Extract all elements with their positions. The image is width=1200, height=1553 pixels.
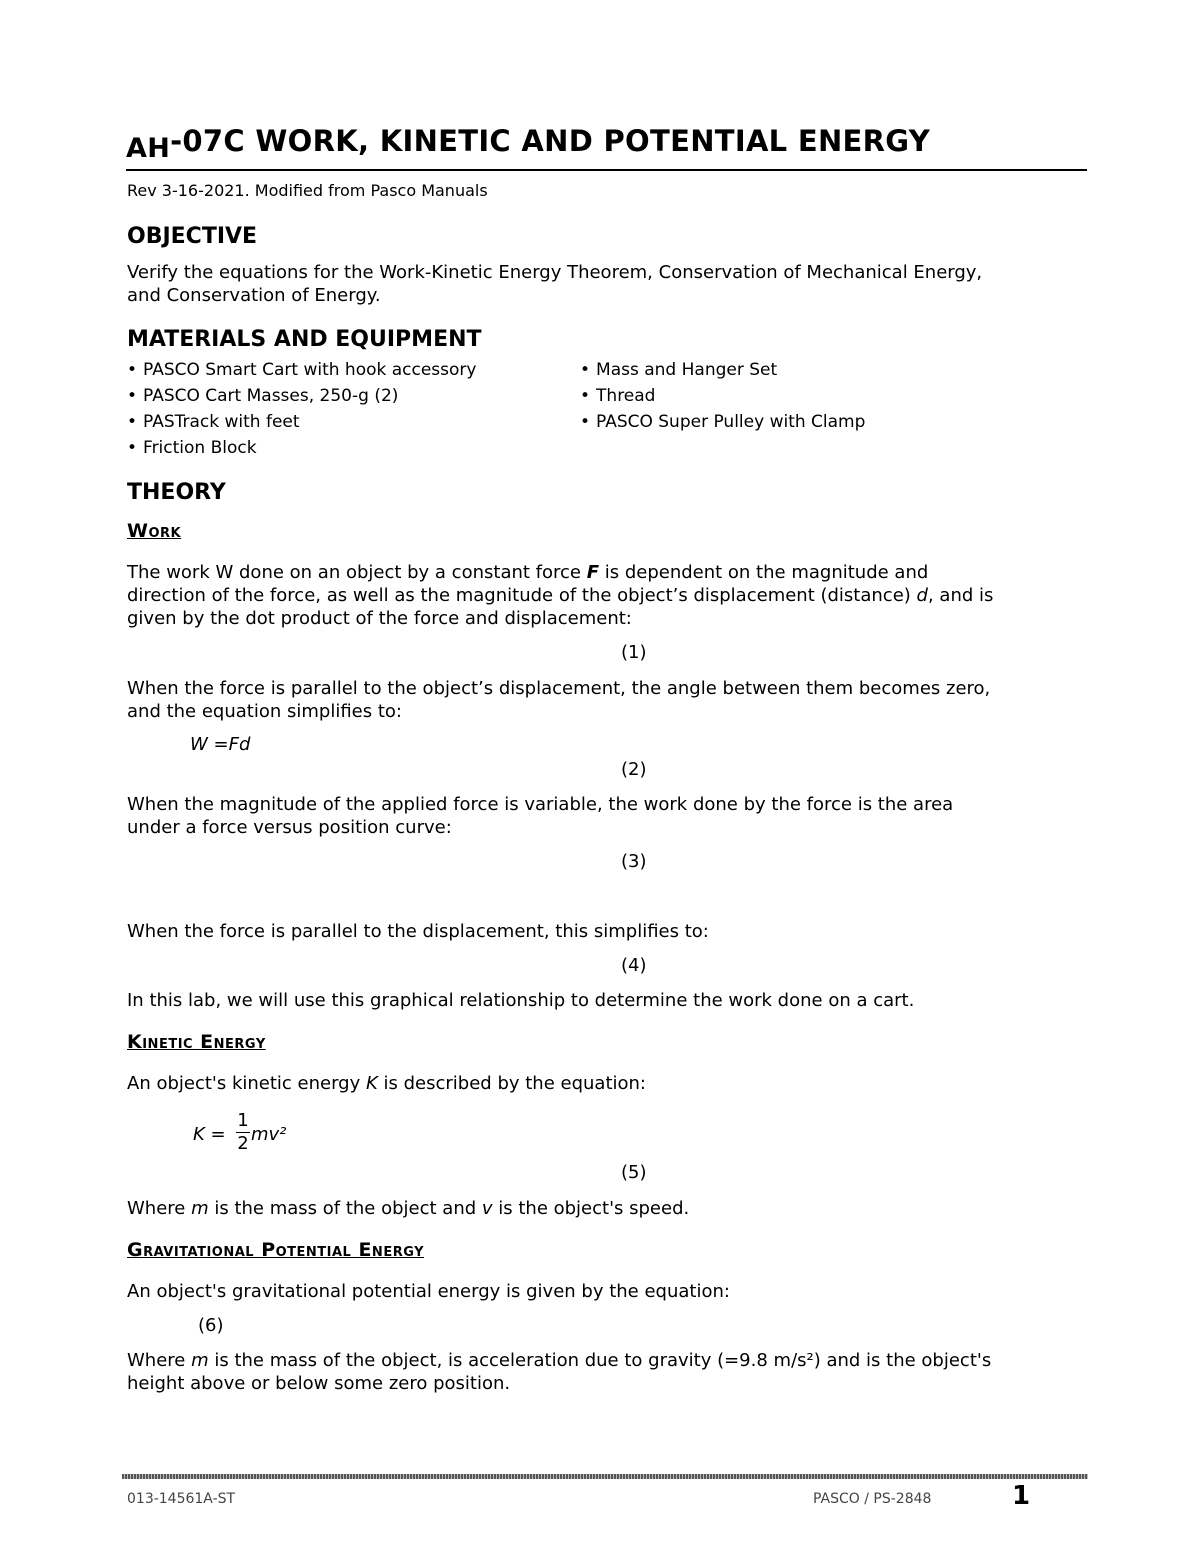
gravitational-paragraph-2-line-2: height above or below some zero position. <box>127 1373 511 1394</box>
objective-line-2: and Conservation of Energy. <box>127 285 381 306</box>
document-number: 013-14561A-ST <box>127 1491 236 1507</box>
fraction-denominator: 2 <box>237 1133 249 1154</box>
text-run: is the mass of the object and <box>208 1198 482 1219</box>
list-item: • PASCO Super Pulley with Clamp <box>580 409 865 435</box>
equation-number-1: (1) <box>621 642 647 663</box>
materials-list-right <box>580 357 865 435</box>
text-run: Where <box>127 1350 192 1371</box>
work-paragraph-3-line-2: under a force versus position curve: <box>127 817 452 838</box>
materials-heading: MATERIALS AND EQUIPMENT <box>127 327 482 352</box>
equation-2: W =Fd <box>190 734 251 755</box>
work-paragraph-2-line-2: and the equation simplifies to: <box>127 701 402 722</box>
work-heading: Work <box>127 520 182 542</box>
kinetic-energy-heading: Kinetic Energy <box>127 1031 266 1053</box>
mass-symbol: m <box>191 1198 209 1219</box>
title-prefix: AH <box>126 133 171 164</box>
equation-number-6: (6) <box>198 1315 224 1336</box>
force-symbol: F <box>586 562 599 583</box>
gravitational-paragraph-2-line-1 <box>127 1349 991 1372</box>
mass-symbol: m <box>191 1350 209 1371</box>
source-reference: PASCO / PS-2848 <box>813 1491 932 1507</box>
equation-5-rhs: mv² <box>251 1124 287 1145</box>
list-item: • Mass and Hanger Set <box>580 357 865 383</box>
work-paragraph-line-3: given by the dot product of the force and displacement: <box>127 608 632 629</box>
fraction-bar <box>236 1132 250 1133</box>
text-run: is dependent on the magnitude and <box>599 562 929 583</box>
equation-number-2: (2) <box>621 759 647 780</box>
kinetic-paragraph-1 <box>127 1072 646 1095</box>
equation-number-5: (5) <box>621 1162 647 1183</box>
page-number: 1 <box>1012 1481 1031 1511</box>
title-rule <box>126 169 1087 171</box>
speed-symbol: v <box>481 1198 493 1219</box>
work-paragraph-line-1 <box>127 561 928 584</box>
equation-number-4: (4) <box>621 955 647 976</box>
work-paragraph-3-line-1: When the magnitude of the applied force is variable, the work done by the force is the area <box>127 794 954 815</box>
work-paragraph-4: When the force is parallel to the displacement, this simplifies to: <box>127 921 709 942</box>
objective-line-1: Verify the equations for the Work-Kinetic Energy Theorem, Conservation of Mechanical Energy, <box>127 262 983 283</box>
text-run: The work W done on an object by a constant force <box>127 562 587 583</box>
page-title <box>126 124 931 164</box>
list-item: • Thread <box>580 383 865 409</box>
kinetic-symbol: K <box>365 1073 378 1094</box>
theory-heading: THEORY <box>127 480 226 505</box>
list-item: • Friction Block <box>127 435 476 461</box>
distance-symbol: d <box>916 585 928 606</box>
work-paragraph-2-line-1: When the force is parallel to the object’s displacement, the angle between them becomes zero, <box>127 678 991 699</box>
text-run: is the mass of the object, is acceleration due to gravity (=9.8 m/s²) and is the object's <box>208 1350 992 1371</box>
revision-note: Rev 3-16-2021. Modified from Pasco Manuals <box>127 181 488 200</box>
materials-list-left <box>127 357 476 461</box>
text-run: direction of the force, as well as the magnitude of the object’s displacement (distance) <box>127 585 917 606</box>
text-run: An object's kinetic energy <box>127 1073 366 1094</box>
objective-heading: OBJECTIVE <box>127 224 258 249</box>
equation-5-lhs: K = <box>193 1124 226 1145</box>
work-paragraph-5: In this lab, we will use this graphical relationship to determine the work done on a cart. <box>127 990 915 1011</box>
title-main: -07C WORK, KINETIC AND POTENTIAL ENERGY <box>170 124 931 158</box>
list-item: • PASCO Cart Masses, 250-g (2) <box>127 383 476 409</box>
equation-number-3: (3) <box>621 851 647 872</box>
text-run: , and is <box>927 585 994 606</box>
gravitational-paragraph-1: An object's gravitational potential energy is given by the equation: <box>127 1281 730 1302</box>
fraction-numerator: 1 <box>237 1110 249 1131</box>
list-item: • PASTrack with feet <box>127 409 476 435</box>
list-item: • PASCO Smart Cart with hook accessory <box>127 357 476 383</box>
gravitational-energy-heading: Gravitational Potential Energy <box>127 1239 425 1261</box>
kinetic-paragraph-2 <box>127 1197 689 1220</box>
equation-5-fraction <box>236 1110 250 1154</box>
work-paragraph-line-2 <box>127 584 993 607</box>
text-run: is described by the equation: <box>377 1073 646 1094</box>
footer-rule <box>122 1474 1088 1479</box>
text-run: is the object's speed. <box>492 1198 690 1219</box>
text-run: Where <box>127 1198 192 1219</box>
